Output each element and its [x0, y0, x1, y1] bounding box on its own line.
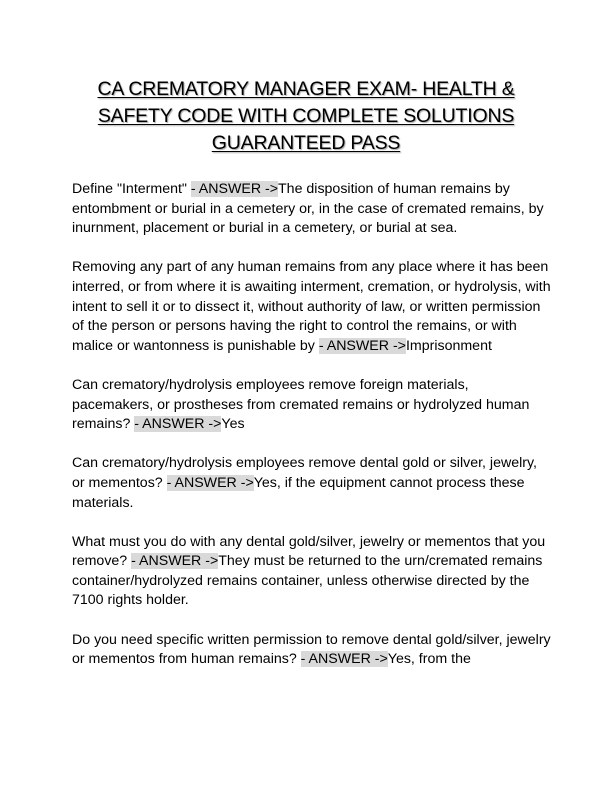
answer-text: The disposition of human remains by entombment or burial in a cemetery or, in the case of cremated remains, by inurnment, placement or burial in a cemetery, or burial at sea. [72, 181, 544, 237]
qa-item [72, 631, 552, 670]
qa-item [72, 533, 552, 611]
qa-item [72, 258, 552, 356]
question-text: Can crematory/hydrolysis employees remove foreign materials, pacemakers, or prostheses from cremated remains or hydrolyzed human remains? [72, 376, 530, 433]
answer-text: Yes, if the equipment cannot process these materials. [72, 474, 525, 511]
answer-marker: - ANSWER -> [300, 651, 388, 668]
qa-item [72, 180, 552, 239]
qa-item [72, 376, 552, 435]
answer-text: They must be returned to the urn/cremated remains container/hydrolyzed remains container, unless otherwise directed by the 7100 rights holder. [72, 553, 543, 609]
answer-marker: - ANSWER -> [190, 181, 279, 197]
answer-marker: - ANSWER -> [318, 337, 406, 354]
answer-marker: - ANSWER -> [166, 474, 254, 491]
answer-text: Imprisonment [405, 337, 492, 354]
qa-list [72, 180, 552, 689]
answer-marker: - ANSWER -> [134, 416, 222, 433]
answer-marker: - ANSWER -> [131, 553, 219, 570]
answer-text: Yes [221, 416, 245, 433]
answer-text: Yes, from the [387, 651, 471, 668]
question-text: Removing any part of any human remains from any place where it has been interred, or from where it is awaiting interment, cremation, or hydrolysis, with intent to sell it or to dissect it, without authority of law, or written permission of the person or persons having the right to control the remains, or with malice or wantonness is punishable by [72, 259, 551, 354]
question-text: Can crematory/hydrolysis employees remove dental gold or silver, jewelry, or mementos? [72, 455, 537, 491]
question-text: Define "Interment" [72, 181, 191, 197]
document-title: CA CREMATORY MANAGER EXAM- HEALTH & SAFETY CODE WITH COMPLETE SOLUTIONS GUARANTEED PASS [97, 78, 515, 154]
qa-item [72, 454, 552, 513]
question-text: Do you need specific written permission to remove dental gold/silver, jewelry or mementos from human remains? [72, 631, 551, 668]
question-text: What must you do with any dental gold/silver, jewelry or mementos that you remove? [72, 533, 546, 570]
